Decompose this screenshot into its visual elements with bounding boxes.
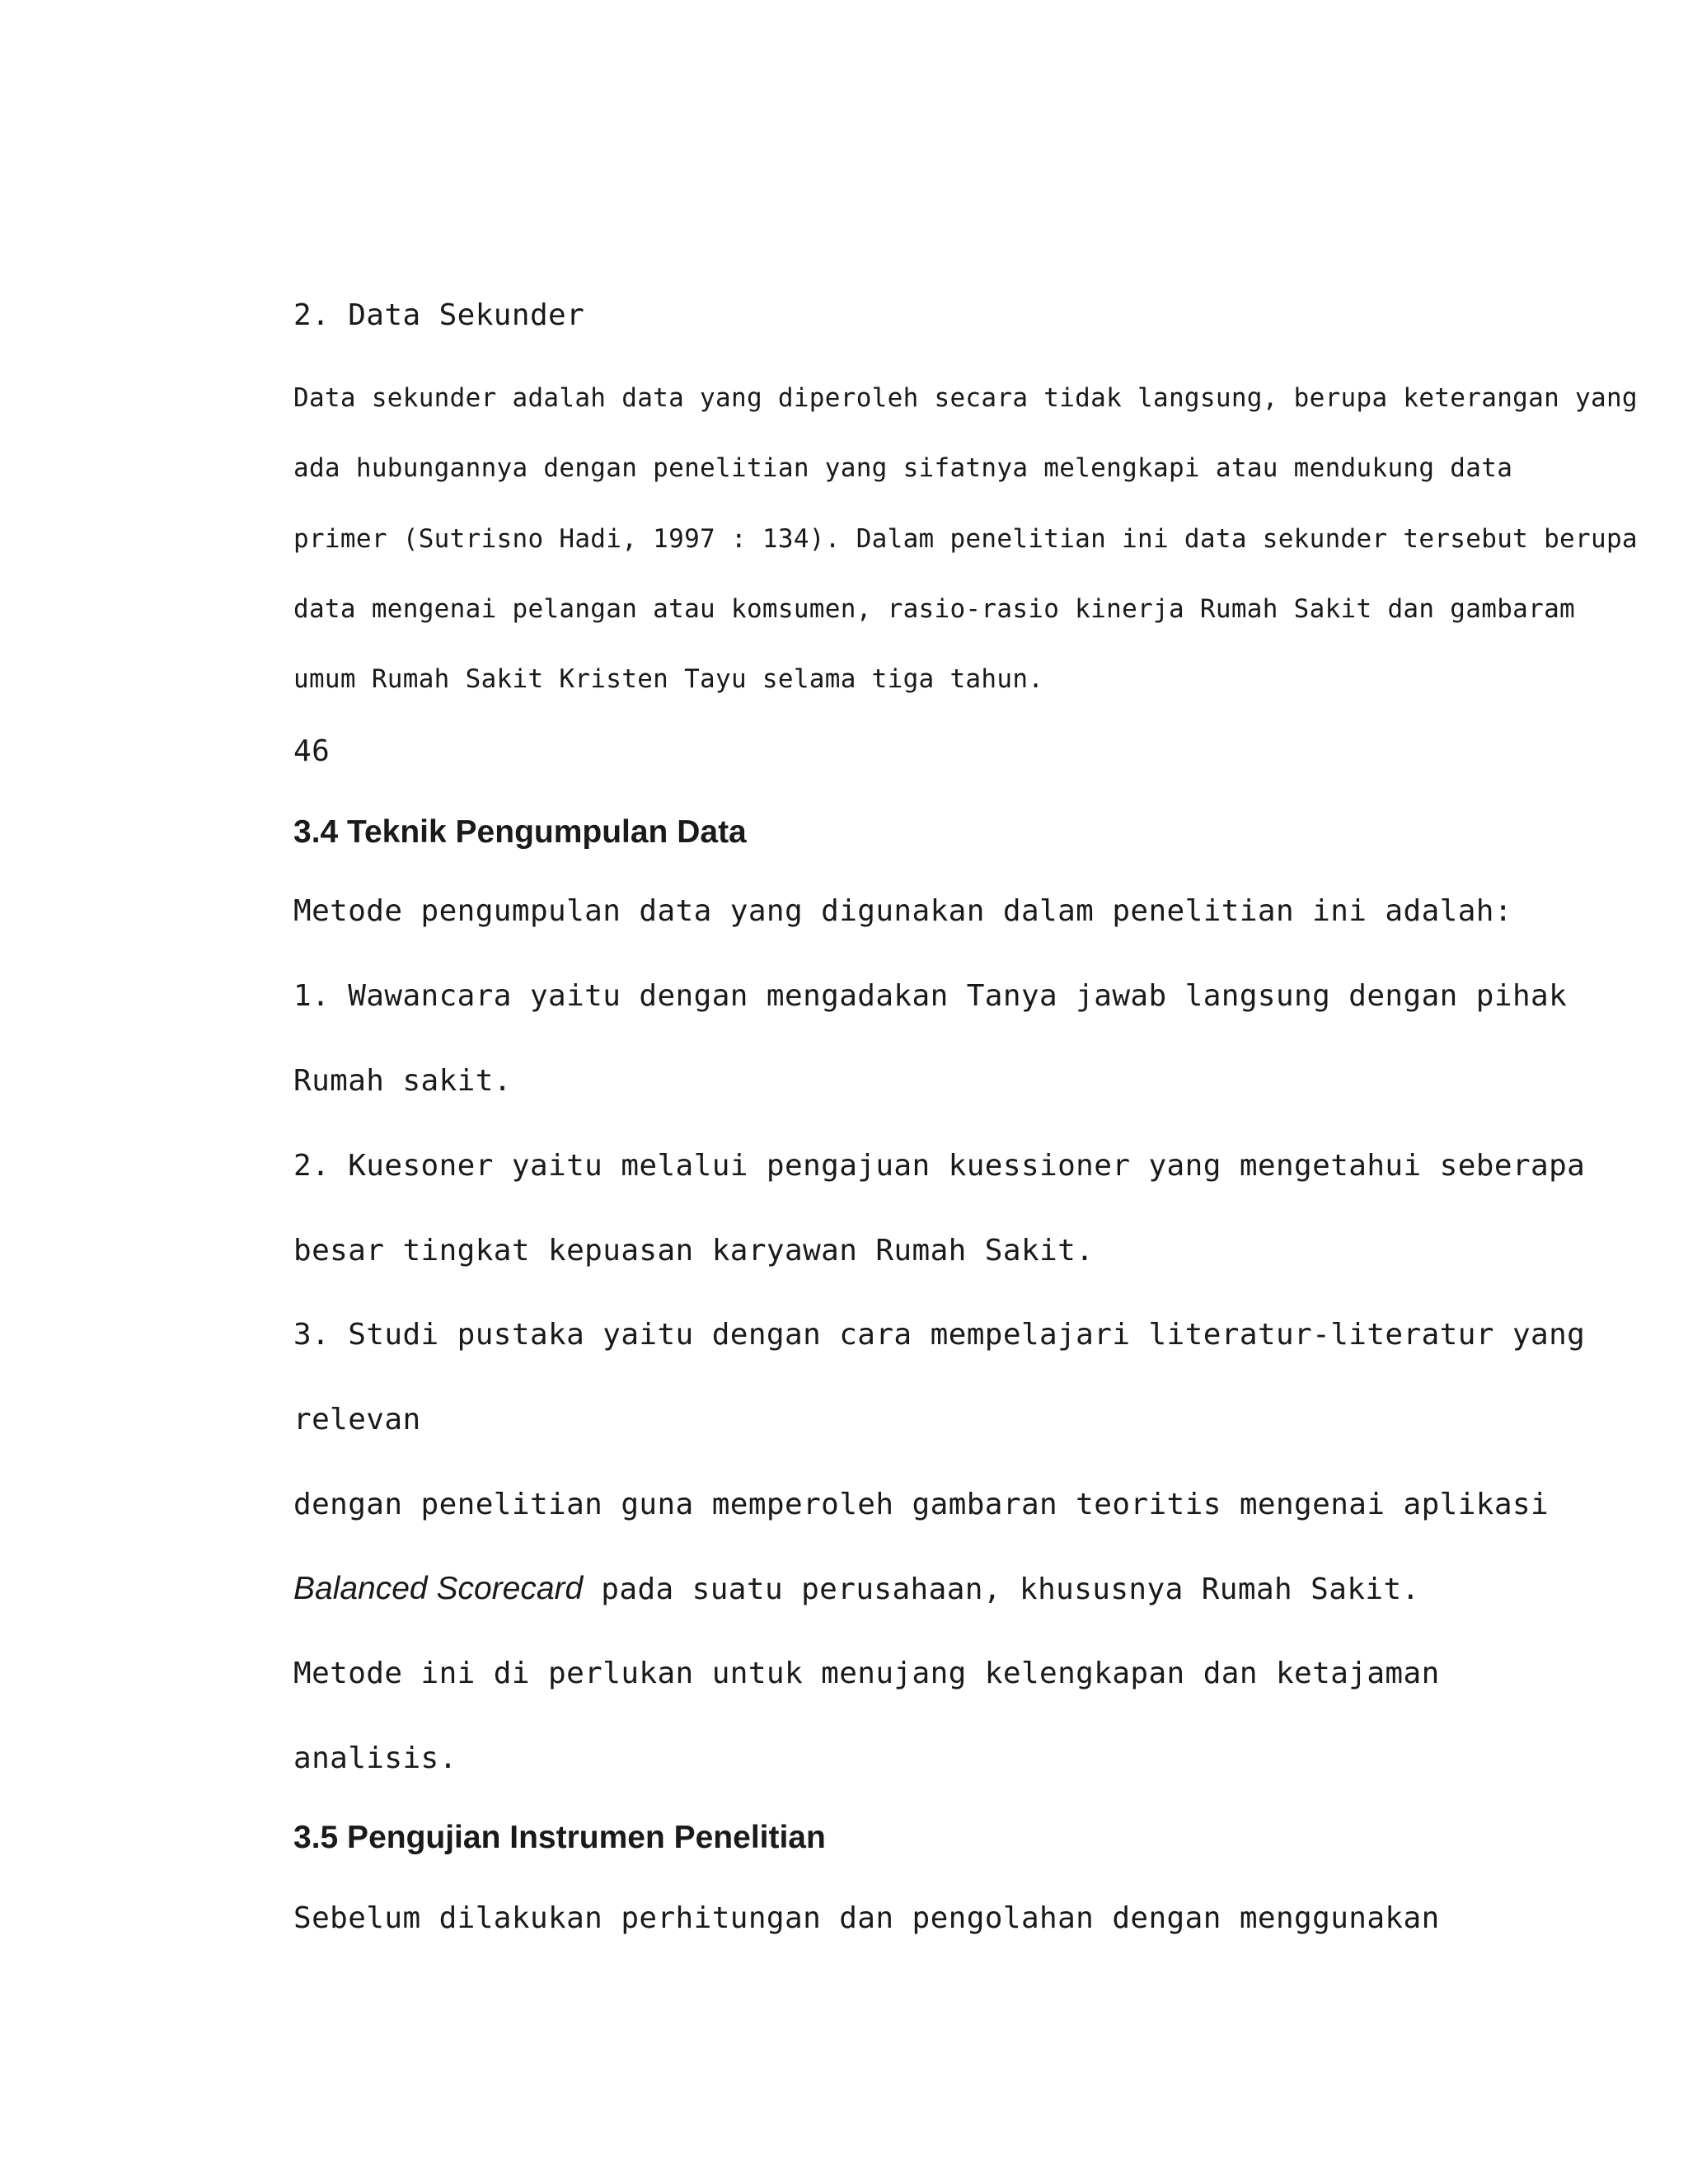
- list-item-line: 2. Kuesoner yaitu melalui pengajuan kuessioner yang mengetahui seberapa: [293, 1149, 1586, 1183]
- page-number: 46: [293, 734, 331, 768]
- paragraph-line: ada hubungannya dengan penelitian yang sifatnya melengkapi atau mendukung data: [293, 453, 1513, 483]
- list-item-line: besar tingkat kepuasan karyawan Rumah Sakit.: [293, 1234, 1095, 1268]
- italic-term: Balanced Scorecard: [293, 1571, 584, 1606]
- section-heading-3-5: 3.5 Pengujian Instrumen Penelitian: [293, 1820, 826, 1855]
- list-item-line: relevan: [293, 1403, 421, 1436]
- list-item-line: 1. Wawancara yaitu dengan mengadakan Tanya jawab langsung dengan pihak: [293, 979, 1568, 1013]
- list-item-text: pada suatu perusahaan, khususnya Rumah Sakit.: [583, 1572, 1420, 1606]
- list-item-line: [293, 1571, 1420, 1607]
- paragraph-line: Metode pengumpulan data yang digunakan dalam penelitian ini adalah:: [293, 894, 1512, 928]
- list-item-line: dengan penelitian guna memperoleh gambaran teoritis mengenai aplikasi: [293, 1488, 1550, 1521]
- section-heading-3-4: 3.4 Teknik Pengumpulan Data: [293, 814, 747, 850]
- list-item-line: 3. Studi pustaka yaitu dengan cara mempelajari literatur-literatur yang: [293, 1318, 1586, 1352]
- list-item-line: analisis.: [293, 1741, 457, 1775]
- paragraph-line: primer (Sutrisno Hadi, 1997 : 134). Dalam penelitian ini data sekunder tersebut berupa: [293, 524, 1638, 554]
- paragraph-line: Data sekunder adalah data yang diperoleh secara tidak langsung, berupa keterangan yang: [293, 383, 1638, 413]
- list-item-line: Metode ini di perlukan untuk menujang kelengkapan dan ketajaman: [293, 1657, 1440, 1690]
- paragraph-line: Sebelum dilakukan perhitungan dan pengolahan dengan menggunakan: [293, 1901, 1440, 1935]
- paragraph-line: umum Rumah Sakit Kristen Tayu selama tiga tahun.: [293, 664, 1044, 694]
- subsection-title-data-sekunder: 2. Data Sekunder: [293, 298, 585, 332]
- paragraph-line: data mengenai pelangan atau komsumen, rasio-rasio kinerja Rumah Sakit dan gambaram: [293, 594, 1576, 624]
- list-item-line: Rumah sakit.: [293, 1064, 512, 1098]
